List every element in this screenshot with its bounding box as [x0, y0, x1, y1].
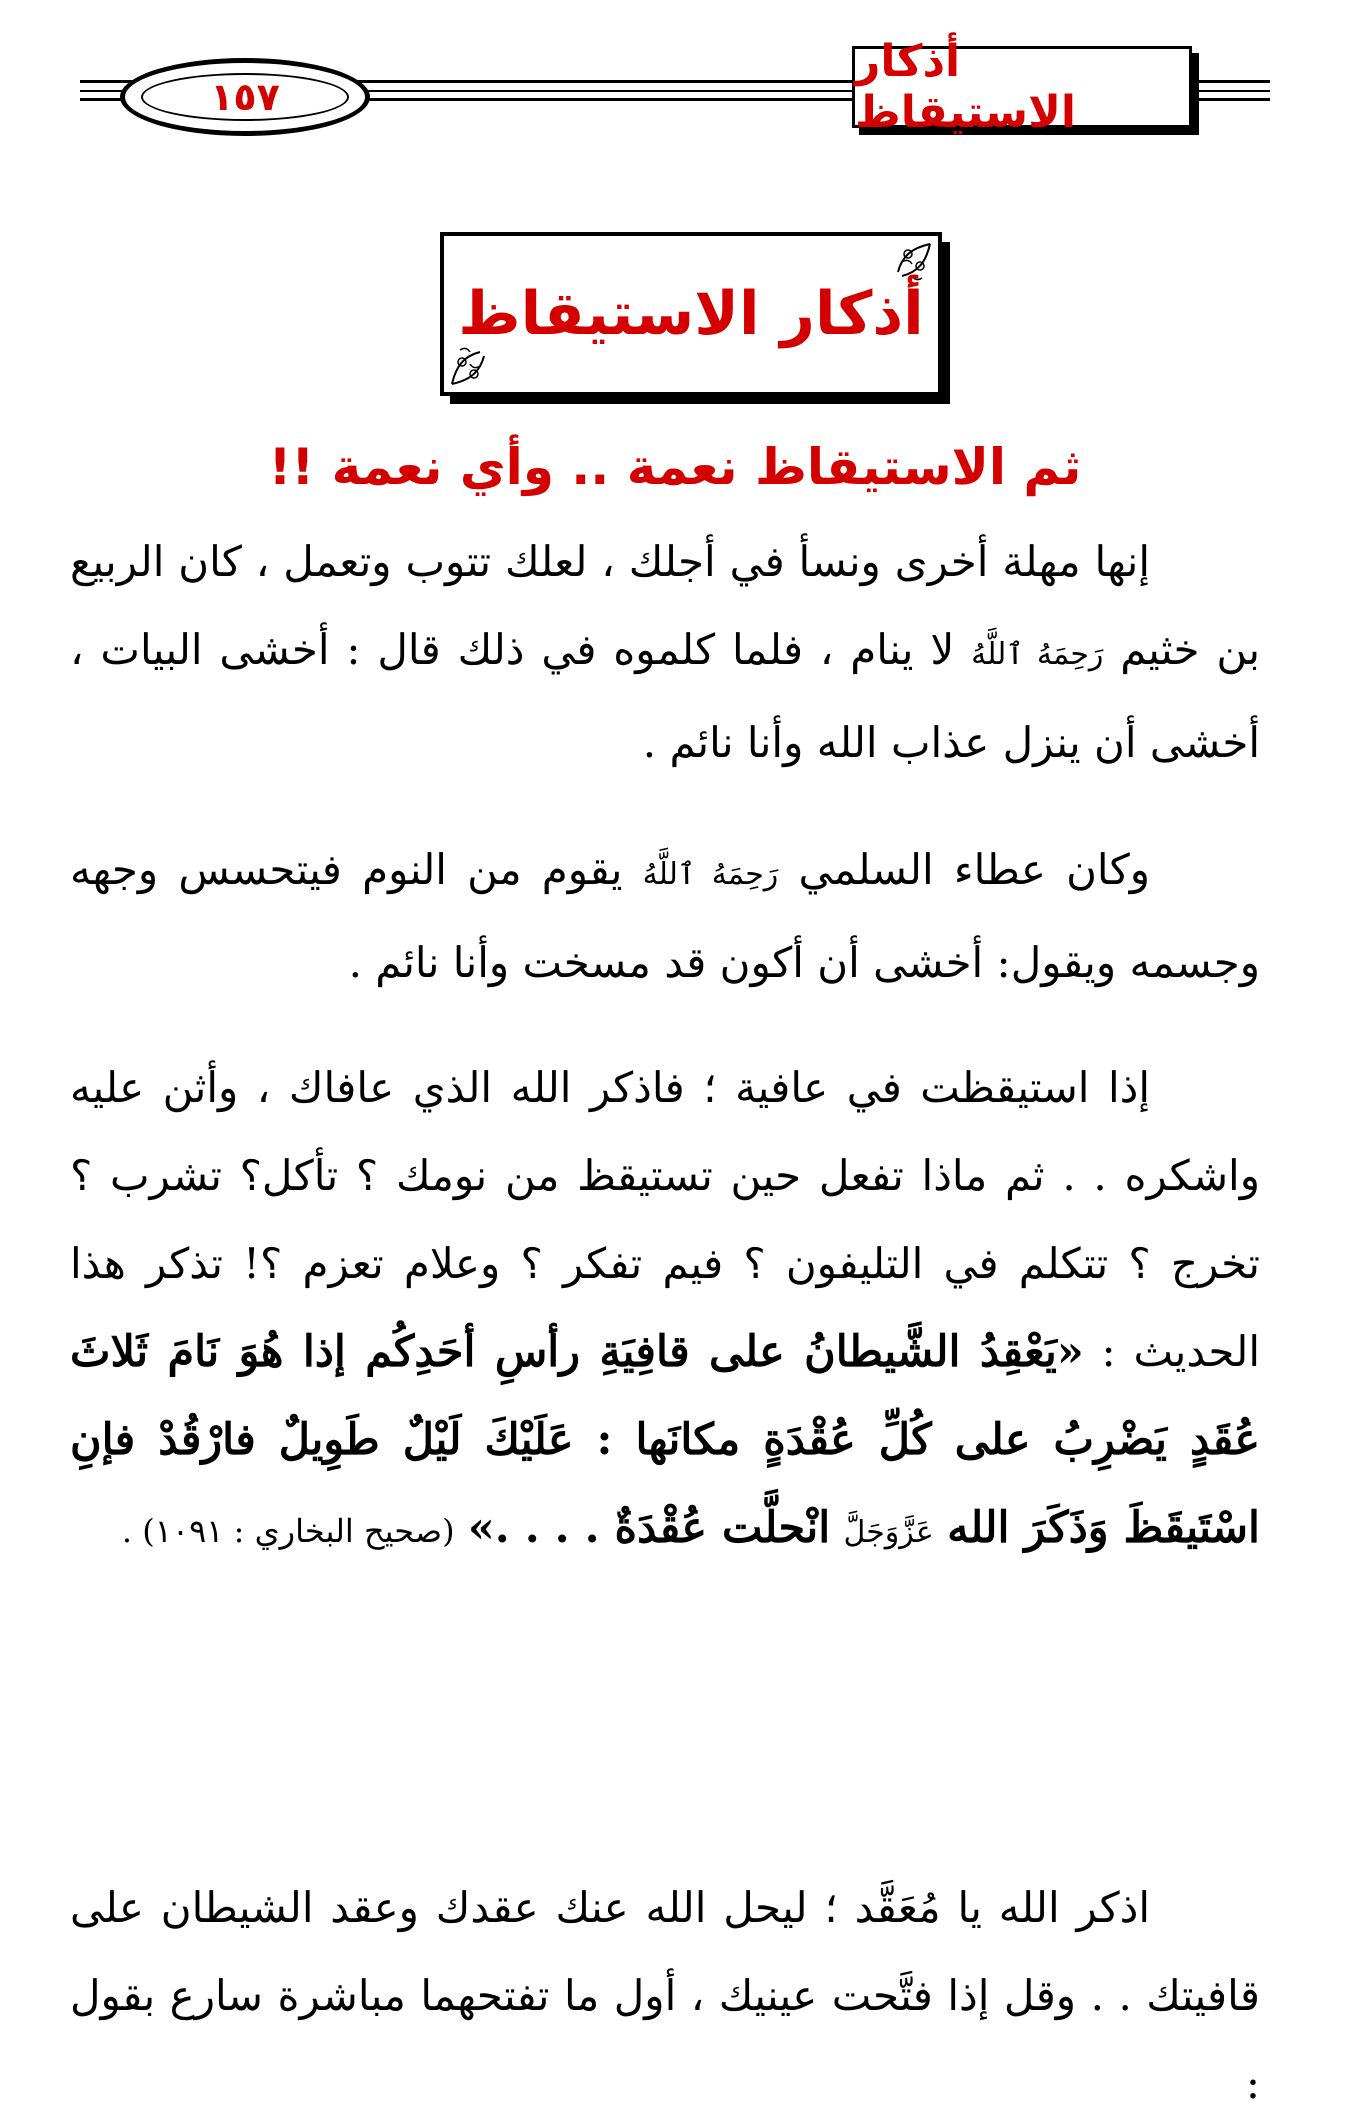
chapter-subtitle: ثم الاستيقاظ نعمة .. وأي نعمة !! — [268, 438, 1082, 496]
hadith-reference: (صحيح البخاري : ١٠٩١) . — [121, 1512, 455, 1550]
page-number-badge — [120, 58, 370, 136]
paragraph-1 — [70, 518, 1260, 787]
paragraph-4-text: اذكر الله يا مُعَقَّد ؛ ليحل الله عنك عقدك وعقد الشيطان على قافيتك . . وقل إذا فتَّحت عينيك ، أول ما تفتحهما مباشرة سارع بقول : — [70, 1883, 1260, 2108]
paragraph-1-text-a: إنها مهلة أخرى ونسأ في أجلك ، لعلك تتوب وتعمل ، كان الربيع بن خثيم — [70, 537, 1261, 674]
paragraph-4 — [70, 1864, 1260, 2128]
page-header — [80, 38, 1270, 148]
honorific: رَحِمَهُ ٱللَّهُ — [971, 637, 1104, 672]
paragraph-3-text-a: إذا استيقظت في عافية ؛ فاذكر الله الذي عافاك ، وأثن عليه واشكره . . ثم ماذا تفعل حين تستيقظ من نومك ؟ تأكل؟ تشرب ؟ تخرج ؟ تتكلم في التليفون ؟ فيم تفكر ؟ وعلام تعزم ؟! تذكر هذا الحديث : — [70, 1063, 1260, 1376]
hadith-text-b: انْحلَّت عُقْدَةٌ . . . .» — [467, 1503, 831, 1553]
paragraph-2-text-b: يقوم من النوم فيتحسس وجهه وجسمه ويقول: أخشى أن أكون قد مسخت وأنا نائم . — [70, 845, 1260, 987]
paragraph-1-text-b: لا ينام ، فلما كلموه في ذلك قال : أخشى البيات ، أخشى أن ينزل عذاب الله وأنا نائم . — [70, 625, 1260, 767]
running-title-box — [852, 36, 1192, 138]
hadith-text-a: «يَعْقِدُ الشَّيطانُ على قافِيَةِ رأسِ أحَدِكُم إذا هُوَ نَامَ ثَلاثَ عُقَدٍ يَضْرِبُ على كُلِّ عُقْدَةٍ مكانَها : عَلَيْكَ لَيْلٌ طَوِيلٌ فارْقُدْ فإنِ اسْتَيقَظَ وَذَكَرَ الله — [70, 1327, 1260, 1553]
page-number: ١٥٧ — [210, 75, 280, 119]
chapter-title-box — [440, 232, 942, 396]
chapter-title: أذكار الاستيقاظ — [458, 279, 924, 349]
paragraph-2-text-a: وكان عطاء السلمي — [798, 845, 1151, 894]
honorific: عَزَّوَجَلَّ — [843, 1515, 934, 1550]
running-title: أذكار الاستيقاظ — [855, 36, 1076, 138]
paragraph-3 — [70, 1044, 1260, 1577]
paragraph-2 — [70, 826, 1260, 1007]
honorific: رَحِمَهُ ٱللَّهُ — [642, 857, 779, 892]
